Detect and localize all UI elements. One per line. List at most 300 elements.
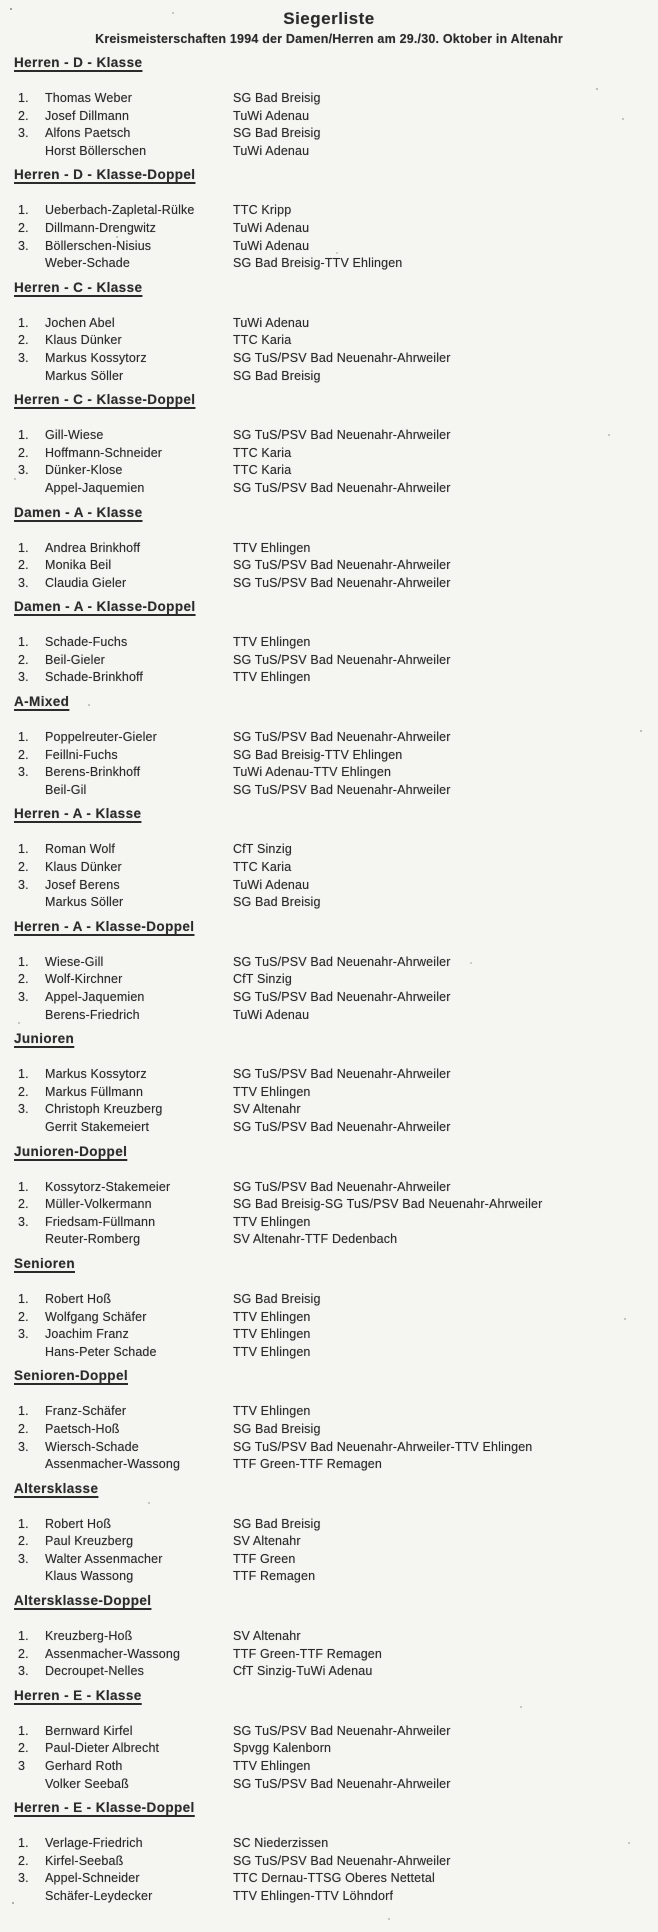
player-name: Schäfer-Leydecker [45, 1889, 153, 1903]
result-row [0, 368, 658, 386]
result-row [0, 989, 658, 1007]
player-name: Reuter-Romberg [45, 1232, 141, 1247]
result-rank: 1. [18, 203, 29, 218]
player-name: Horst Böllerschen [45, 143, 147, 158]
result-rank [18, 143, 45, 161]
player-name: Paul Kreuzberg [45, 1534, 134, 1549]
result-rank [18, 368, 45, 386]
category-results [0, 1835, 658, 1905]
category-section [0, 693, 658, 799]
result-row [0, 1533, 658, 1551]
result-row [0, 1119, 658, 1137]
player-name: Markus Söller [45, 895, 124, 910]
category-results [0, 202, 658, 272]
club-name: SG Bad Breisig [233, 895, 321, 910]
result-row [0, 255, 658, 273]
category-section [0, 1143, 658, 1249]
club-name: SG TuS/PSV Bad Neuenahr-Ahrweiler [233, 1776, 451, 1791]
result-rank: 1. [18, 954, 29, 969]
player-name: Dünker-Klose [45, 463, 123, 478]
category-results [0, 954, 658, 1024]
club-name: TuWi Adenau-TTV Ehlingen [233, 765, 392, 780]
player-name: Berens-Friedrich [45, 1007, 140, 1022]
club-name: TTC Kripp [233, 203, 292, 218]
player-name: Joachim Franz [45, 1327, 129, 1342]
club-name: SG TuS/PSV Bad Neuenahr-Ahrweiler [233, 428, 451, 443]
result-row [0, 1835, 658, 1853]
category-heading: Herren - D - Klasse-Doppel [14, 167, 196, 183]
result-row [0, 971, 658, 989]
result-row [0, 220, 658, 238]
result-row [0, 108, 658, 126]
category-results [0, 540, 658, 593]
player-name: Böllerschen-Nisius [45, 238, 152, 253]
result-rank: 2. [18, 1197, 29, 1212]
result-rank: 3. [18, 990, 29, 1004]
result-rank: 3 [18, 1759, 26, 1774]
result-row [0, 1439, 658, 1457]
player-name: Roman Wolf [45, 842, 116, 857]
result-row [0, 445, 658, 463]
club-name: SG TuS/PSV Bad Neuenahr-Ahrweiler-TTV Ehlingen [233, 1439, 533, 1454]
result-row [0, 729, 658, 747]
result-rank: 1. [18, 1291, 29, 1306]
result-rank: 2. [18, 860, 29, 875]
player-name: Wiese-Gill [45, 954, 104, 969]
category-results [0, 841, 658, 911]
club-name: SG TuS/PSV Bad Neuenahr-Ahrweiler [233, 350, 451, 365]
club-name: SV Altenahr-TTF Dedenbach [233, 1232, 398, 1247]
result-row [0, 841, 658, 859]
result-rank: 3. [18, 765, 29, 780]
club-name: TTF Green [233, 1551, 296, 1566]
player-name: Thomas Weber [45, 91, 133, 105]
result-row [0, 1888, 658, 1906]
result-rank: 2. [18, 1084, 29, 1099]
result-row [0, 315, 658, 333]
result-row [0, 1421, 658, 1439]
club-name: SG TuS/PSV Bad Neuenahr-Ahrweiler [233, 990, 451, 1004]
result-rank: 2. [18, 652, 29, 667]
result-row [0, 1758, 658, 1776]
club-name: SG Bad Breisig-SG TuS/PSV Bad Neuenahr-Ahrweiler [233, 1197, 543, 1212]
category-results [0, 1516, 658, 1586]
result-rank: 1. [18, 315, 29, 330]
player-name: Ueberbach-Zapletal-Rülke [45, 203, 195, 218]
player-name: Wiersch-Schade [45, 1439, 139, 1454]
club-name: TTC Karia [233, 333, 292, 348]
result-rank: 3. [18, 1871, 29, 1886]
result-rank [18, 1119, 45, 1137]
club-name: SV Altenahr [233, 1102, 301, 1117]
result-row [0, 238, 658, 256]
player-name: Andrea Brinkhoff [45, 540, 141, 555]
category-section [0, 1799, 658, 1905]
result-rank: 3. [18, 1551, 29, 1566]
result-row [0, 1403, 658, 1421]
category-section [0, 1592, 658, 1681]
result-rank [18, 1456, 45, 1474]
player-name: Beil-Gieler [45, 652, 105, 667]
player-name: Hoffmann-Schneider [45, 445, 163, 460]
result-rank [18, 1568, 45, 1586]
result-row [0, 1776, 658, 1794]
club-name: TTV Ehlingen [233, 1759, 311, 1774]
club-name: SC Niederzissen [233, 1836, 329, 1851]
result-rank: 2. [18, 1421, 29, 1436]
result-rank: 1. [18, 1516, 29, 1531]
player-name: Christoph Kreuzberg [45, 1102, 163, 1117]
page-subtitle: Kreismeisterschaften 1994 der Damen/Herren am 29./30. Oktober in Altenahr [95, 32, 563, 46]
result-row [0, 462, 658, 480]
result-row [0, 1646, 658, 1664]
player-name: Markus Kossytorz [45, 1067, 147, 1082]
player-name: Franz-Schäfer [45, 1404, 127, 1419]
result-rank: 2. [18, 333, 29, 348]
category-results [0, 1723, 658, 1793]
club-name: SG TuS/PSV Bad Neuenahr-Ahrweiler [233, 575, 451, 590]
club-name: SG Bad Breisig [233, 368, 321, 383]
result-rank [18, 1007, 45, 1025]
result-row [0, 540, 658, 558]
result-row [0, 859, 658, 877]
player-name: Klaus Wassong [45, 1569, 134, 1584]
club-name: SG TuS/PSV Bad Neuenahr-Ahrweiler [233, 1119, 451, 1134]
result-rank: 2. [18, 972, 29, 987]
club-name: SV Altenahr [233, 1629, 301, 1644]
category-heading: Herren - A - Klasse [14, 806, 142, 822]
result-row [0, 202, 658, 220]
club-name: TTF Remagen [233, 1569, 316, 1584]
player-name: Paetsch-Hoß [45, 1421, 120, 1436]
player-name: Klaus Dünker [45, 860, 122, 875]
player-name: Friedsam-Füllmann [45, 1214, 156, 1229]
club-name: TTV Ehlingen [233, 1084, 311, 1099]
category-section [0, 1030, 658, 1136]
category-results [0, 315, 658, 385]
result-rank [18, 480, 45, 498]
club-name: SG TuS/PSV Bad Neuenahr-Ahrweiler [233, 1723, 451, 1738]
result-row [0, 350, 658, 368]
result-rank [18, 1231, 45, 1249]
category-heading: Herren - E - Klasse-Doppel [14, 1800, 195, 1816]
result-rank: 2. [18, 1309, 29, 1324]
player-name: Kirfel-Seebaß [45, 1853, 124, 1868]
category-heading: Senioren-Doppel [14, 1368, 129, 1384]
player-name: Josef Dillmann [45, 108, 130, 123]
result-row [0, 1551, 658, 1569]
club-name: TTV Ehlingen [233, 670, 311, 685]
club-name: TuWi Adenau [233, 315, 310, 330]
result-row [0, 1231, 658, 1249]
result-rank: 3. [18, 1102, 29, 1117]
result-row [0, 90, 658, 108]
result-row [0, 954, 658, 972]
category-results [0, 1179, 658, 1249]
category-results [0, 1291, 658, 1361]
result-row [0, 1568, 658, 1586]
result-row [0, 1291, 658, 1309]
player-name: Walter Assenmacher [45, 1551, 163, 1566]
club-name: TTF Green-TTF Remagen [233, 1646, 383, 1661]
results-sections [0, 54, 658, 1906]
player-name: Markus Füllmann [45, 1084, 144, 1099]
category-results [0, 729, 658, 799]
player-name: Paul-Dieter Albrecht [45, 1741, 160, 1756]
category-heading: Altersklasse-Doppel [14, 1593, 152, 1609]
category-results [0, 1628, 658, 1681]
result-row [0, 764, 658, 782]
category-section [0, 54, 658, 160]
category-section [0, 805, 658, 911]
club-name: SG TuS/PSV Bad Neuenahr-Ahrweiler [233, 480, 451, 495]
result-rank: 3. [18, 1439, 29, 1454]
club-name: TTV Ehlingen [233, 1309, 311, 1324]
player-name: Robert Hoß [45, 1516, 112, 1531]
result-rank: 1. [18, 635, 29, 650]
club-name: TuWi Adenau [233, 143, 310, 158]
player-name: Müller-Volkermann [45, 1197, 152, 1212]
player-name: Decroupet-Nelles [45, 1664, 144, 1679]
club-name: TuWi Adenau [233, 877, 310, 892]
result-row [0, 1214, 658, 1232]
result-rank: 2. [18, 747, 29, 762]
document-header [0, 8, 658, 48]
result-row [0, 1344, 658, 1362]
result-row [0, 1516, 658, 1534]
result-row [0, 575, 658, 593]
player-name: Wolfgang Schäfer [45, 1309, 147, 1324]
result-row [0, 1853, 658, 1871]
result-row [0, 1309, 658, 1327]
club-name: TTV Ehlingen [233, 1327, 311, 1342]
result-rank: 1. [18, 91, 29, 105]
result-rank: 3. [18, 238, 29, 253]
category-section [0, 1255, 658, 1361]
category-heading: Damen - A - Klasse [14, 504, 143, 520]
result-rank: 2. [18, 108, 29, 123]
page-title: Siegerliste [283, 9, 375, 28]
player-name: Dillmann-Drengwitz [45, 220, 157, 235]
result-rank: 1. [18, 1836, 29, 1851]
result-rank: 2. [18, 1646, 29, 1661]
player-name: Alfons Paetsch [45, 126, 131, 141]
club-name: SG TuS/PSV Bad Neuenahr-Ahrweiler [233, 782, 451, 797]
club-name: SG TuS/PSV Bad Neuenahr-Ahrweiler [233, 954, 451, 969]
player-name: Hans-Peter Schade [45, 1344, 157, 1359]
category-results [0, 427, 658, 497]
result-row [0, 1196, 658, 1214]
player-name: Bernward Kirfel [45, 1723, 133, 1738]
category-section [0, 391, 658, 497]
category-heading: Junioren [14, 1031, 75, 1047]
player-name: Poppelreuter-Gieler [45, 730, 157, 745]
club-name: CfT Sinzig [233, 972, 292, 987]
player-name: Appel-Schneider [45, 1871, 140, 1886]
category-results [0, 90, 658, 160]
club-name: CfT Sinzig [233, 842, 292, 857]
result-rank [18, 255, 45, 273]
category-heading: Herren - C - Klasse-Doppel [14, 392, 196, 408]
result-rank: 3. [18, 1327, 29, 1342]
player-name: Markus Kossytorz [45, 350, 147, 365]
result-row [0, 143, 658, 161]
player-name: Volker Seebaß [45, 1776, 129, 1791]
category-section [0, 504, 658, 593]
result-rank: 1. [18, 730, 29, 745]
result-rank: 3. [18, 575, 29, 590]
club-name: TTV Ehlingen [233, 1344, 311, 1359]
result-rank: 3. [18, 1214, 29, 1229]
result-rank: 1. [18, 842, 29, 857]
player-name: Gerhard Roth [45, 1759, 123, 1774]
player-name: Claudia Gieler [45, 575, 127, 590]
result-rank: 1. [18, 1404, 29, 1419]
category-results [0, 1403, 658, 1473]
category-heading: Herren - E - Klasse [14, 1687, 142, 1703]
player-name: Weber-Schade [45, 256, 130, 271]
result-rank: 2. [18, 1534, 29, 1549]
category-results [0, 1066, 658, 1136]
club-name: SG TuS/PSV Bad Neuenahr-Ahrweiler [233, 730, 451, 745]
club-name: SG Bad Breisig [233, 91, 321, 105]
result-row [0, 557, 658, 575]
club-name: SV Altenahr [233, 1534, 301, 1549]
club-name: SG TuS/PSV Bad Neuenahr-Ahrweiler [233, 558, 451, 573]
result-row [0, 1179, 658, 1197]
result-row [0, 1326, 658, 1344]
category-section [0, 166, 658, 272]
result-rank [18, 894, 45, 912]
club-name: TTC Karia [233, 463, 292, 478]
club-name: TuWi Adenau [233, 108, 310, 123]
result-rank: 2. [18, 558, 29, 573]
category-section [0, 1687, 658, 1793]
club-name: TuWi Adenau [233, 220, 310, 235]
player-name: Schade-Brinkhoff [45, 670, 144, 685]
club-name: TTV Ehlingen [233, 1404, 311, 1419]
result-rank: 2. [18, 1741, 29, 1756]
result-row [0, 634, 658, 652]
result-row [0, 669, 658, 687]
player-name: Kossytorz-Stakemeier [45, 1179, 171, 1194]
result-rank: 1. [18, 1629, 29, 1644]
player-name: Klaus Dünker [45, 333, 122, 348]
club-name: TTV Ehlingen [233, 540, 311, 555]
player-name: Appel-Jaquemien [45, 990, 145, 1004]
result-row [0, 1870, 658, 1888]
result-rank: 2. [18, 445, 29, 460]
result-rank [18, 782, 45, 800]
result-rank: 2. [18, 220, 29, 235]
category-heading: Herren - C - Klasse [14, 279, 143, 295]
result-rank: 1. [18, 1179, 29, 1194]
result-row [0, 480, 658, 498]
player-name: Robert Hoß [45, 1291, 112, 1306]
result-rank: 1. [18, 428, 29, 443]
club-name: TTV Ehlingen [233, 1214, 311, 1229]
player-name: Beil-Gil [45, 782, 87, 797]
player-name: Assenmacher-Wassong [45, 1457, 181, 1472]
club-name: Spvgg Kalenborn [233, 1741, 332, 1756]
club-name: TTF Green-TTF Remagen [233, 1457, 383, 1472]
category-results [0, 634, 658, 687]
result-row [0, 877, 658, 895]
player-name: Verlage-Friedrich [45, 1836, 143, 1851]
club-name: SG Bad Breisig-TTV Ehlingen [233, 747, 403, 762]
player-name: Jochen Abel [45, 315, 115, 330]
result-rank: 3. [18, 670, 29, 685]
player-name: Josef Berens [45, 877, 120, 892]
player-name: Schade-Fuchs [45, 635, 128, 650]
player-name: Wolf-Kirchner [45, 972, 123, 987]
category-heading: A-Mixed [14, 694, 70, 710]
player-name: Markus Söller [45, 368, 124, 383]
result-rank: 3. [18, 126, 29, 141]
result-row [0, 1007, 658, 1025]
result-rank [18, 1344, 45, 1362]
result-row [0, 894, 658, 912]
result-rank: 1. [18, 540, 29, 555]
club-name: TTV Ehlingen-TTV Löhndorf [233, 1889, 394, 1903]
club-name: TTC Dernau-TTSG Oberes Nettetal [233, 1871, 435, 1886]
player-name: Assenmacher-Wassong [45, 1646, 181, 1661]
player-name: Monika Beil [45, 558, 112, 573]
result-row [0, 1456, 658, 1474]
category-heading: Altersklasse [14, 1480, 99, 1496]
result-row [0, 1084, 658, 1102]
result-row [0, 427, 658, 445]
result-row [0, 125, 658, 143]
result-row [0, 1663, 658, 1681]
club-name: TTC Karia [233, 860, 292, 875]
player-name: Berens-Brinkhoff [45, 765, 141, 780]
result-rank: 3. [18, 350, 29, 365]
result-rank [18, 1888, 45, 1906]
category-heading: Junioren-Doppel [14, 1143, 128, 1159]
category-section [0, 598, 658, 687]
category-section [0, 279, 658, 385]
player-name: Gill-Wiese [45, 428, 104, 443]
result-rank: 3. [18, 1664, 29, 1679]
club-name: TTV Ehlingen [233, 635, 311, 650]
club-name: SG Bad Breisig [233, 1516, 321, 1531]
player-name: Feillni-Fuchs [45, 747, 118, 762]
result-rank: 1. [18, 1067, 29, 1082]
player-name: Gerrit Stakemeiert [45, 1119, 150, 1134]
category-heading: Herren - A - Klasse-Doppel [14, 918, 195, 934]
category-heading: Senioren [14, 1255, 75, 1271]
category-heading: Herren - D - Klasse [14, 55, 143, 70]
player-name: Kreuzberg-Hoß [45, 1629, 133, 1644]
club-name: SG TuS/PSV Bad Neuenahr-Ahrweiler [233, 1067, 451, 1082]
result-row [0, 747, 658, 765]
result-row [0, 652, 658, 670]
club-name: SG Bad Breisig-TTV Ehlingen [233, 256, 403, 271]
result-rank: 2. [18, 1853, 29, 1868]
club-name: SG TuS/PSV Bad Neuenahr-Ahrweiler [233, 1179, 451, 1194]
category-section [0, 1367, 658, 1473]
result-rank [18, 1776, 45, 1794]
result-rank: 1. [18, 1723, 29, 1738]
result-rank: 3. [18, 877, 29, 892]
player-name: Appel-Jaquemien [45, 480, 145, 495]
club-name: TuWi Adenau [233, 1007, 310, 1022]
result-rank: 3. [18, 463, 29, 478]
result-row [0, 1066, 658, 1084]
result-row [0, 1628, 658, 1646]
club-name: TTC Karia [233, 445, 292, 460]
